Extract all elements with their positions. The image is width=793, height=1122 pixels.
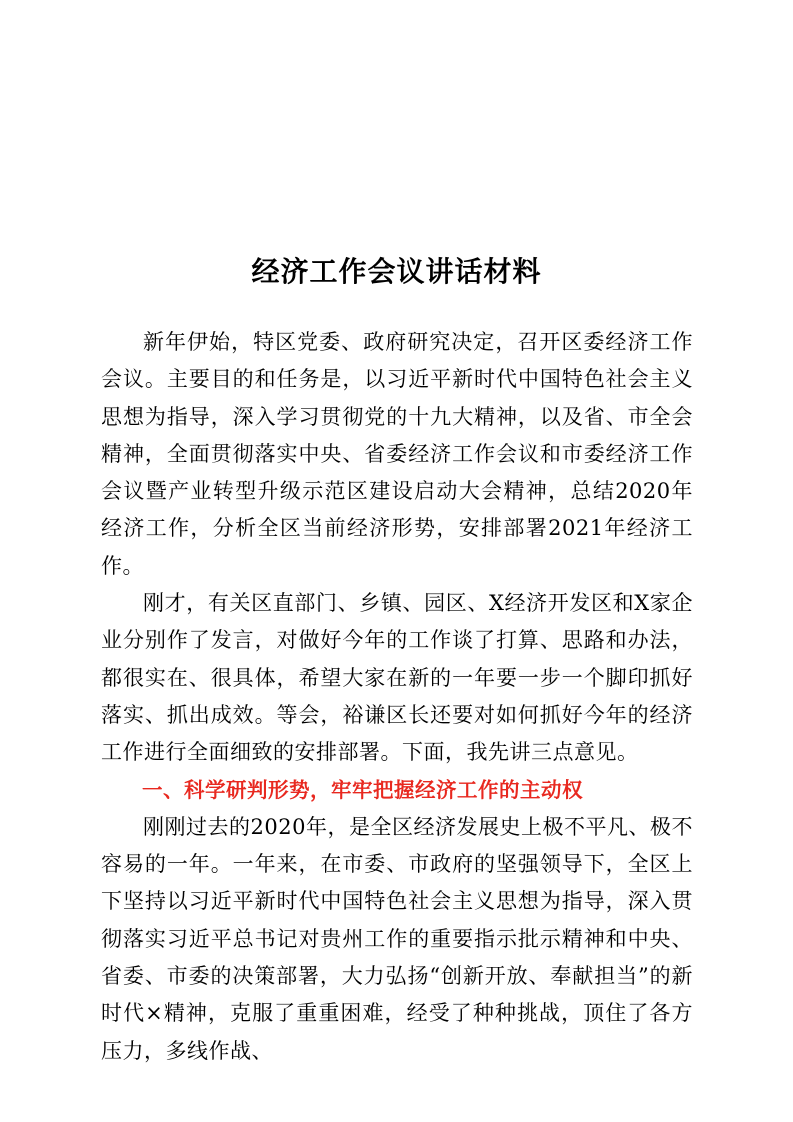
remarks-paragraph: 刚才，有关区直部门、乡镇、园区、X经济开发区和X家企业分别作了发言，对做好今年的工作谈了打算、思路和办法，都很实在、很具体，希望大家在新的一年要一步一个脚印抓好落实、抓出成效。等会，裕谦区长还要对如何抓好今年的经济工作进行全面细致的安排部署。下面，我先讲三点意见。	[101, 591, 693, 765]
document-title: 经济工作会议讲话材料	[251, 255, 542, 288]
document-body	[101, 324, 693, 1070]
section-paragraph: 刚刚过去的2020年，是全区经济发展史上极不平凡、极不容易的一年。一年来，在市委、市政府的坚强领导下，全区上下坚持以习近平新时代中国特色社会主义思想为指导，深入贯彻落实习近平总书记对贵州工作的重要指示批示精神和中央、省委、市委的决策部署，大力弘扬“创新开放、奉献担当”的新时代×精神，克服了重重困难，经受了种种挑战，顶住了各方压力，多线作战、	[101, 814, 693, 1063]
section-heading: 一、科学研判形势，牢牢把握经济工作的主动权	[142, 777, 583, 802]
intro-paragraph: 新年伊始，特区党委、政府研究决定，召开区委经济工作会议。主要目的和任务是，以习近平新时代中国特色社会主义思想为指导，深入学习贯彻党的十九大精神，以及省、市全会精神，全面贯彻落实中央、省委经济工作会议和市委经济工作会议暨产业转型升级示范区建设启动大会精神，总结2020年经济工作，分析全区当前经济形势，安排部署2021年经济工作。	[101, 330, 693, 578]
